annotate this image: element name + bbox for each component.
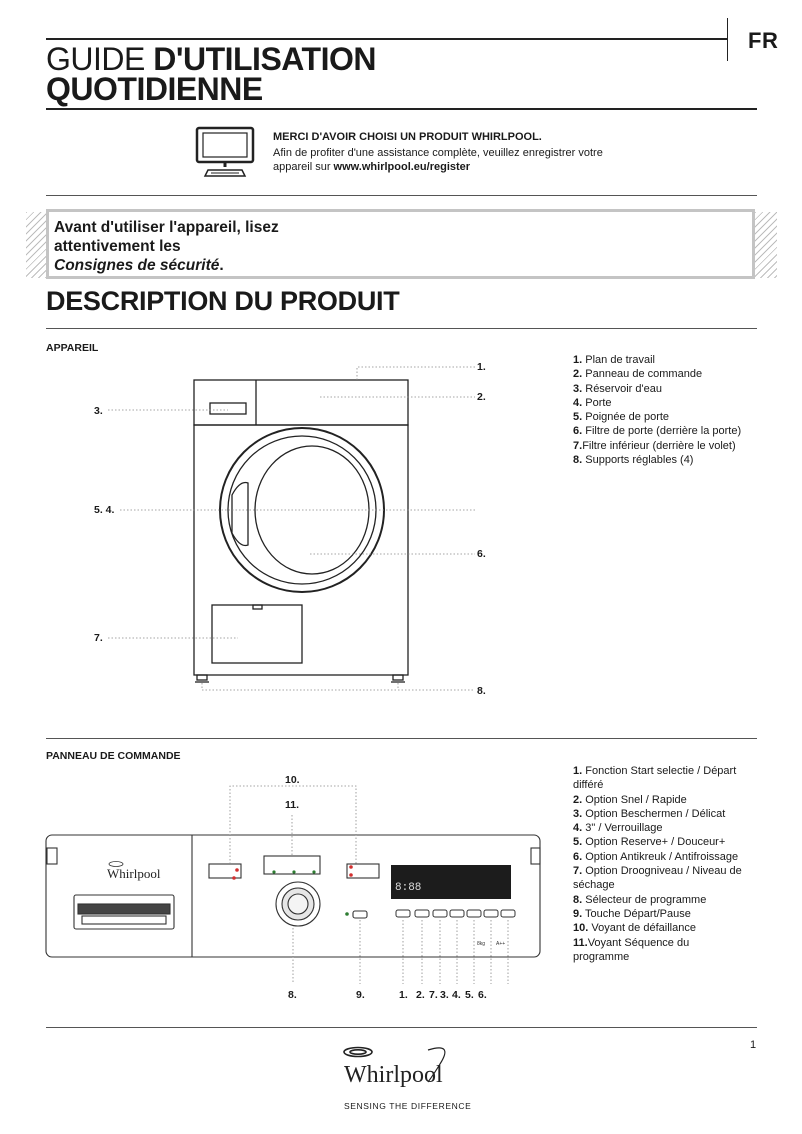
callout-7: 7. bbox=[94, 632, 103, 644]
panel-energy: A++ bbox=[496, 941, 506, 947]
list-item: 7. Option Droogniveau / Niveau de bbox=[573, 865, 742, 878]
panel-brand: Whirlpool bbox=[107, 866, 161, 881]
divider bbox=[46, 738, 757, 739]
footer-rule bbox=[46, 1027, 757, 1028]
list-item-cont: programme bbox=[573, 950, 630, 963]
panel-callout-11: 11. bbox=[285, 799, 300, 811]
panel-callout-4: 4. bbox=[452, 989, 461, 1001]
list-item: 11.Voyant Séquence du bbox=[573, 936, 690, 949]
list-item: 4. 3" / Verrouillage bbox=[573, 822, 663, 835]
callout-6: 6. bbox=[477, 548, 486, 560]
list-item-cont: séchage bbox=[573, 879, 615, 892]
list-item: 3. Option Beschermen / Délicat bbox=[573, 807, 726, 820]
hatch-left bbox=[26, 212, 48, 278]
panel-label: PANNEAU DE COMMANDE bbox=[46, 750, 181, 762]
title-thin: GUIDE bbox=[46, 41, 154, 77]
panel-callout-5: 5. bbox=[465, 989, 474, 1001]
computer-monitor-icon bbox=[194, 126, 256, 178]
appliance-label: APPAREIL bbox=[46, 342, 99, 354]
panel-callout-7: 7. bbox=[429, 989, 438, 1001]
list-item: 2. Option Snel / Rapide bbox=[573, 793, 687, 806]
list-item: 1. Plan de travail bbox=[573, 354, 655, 366]
list-item: 6. Option Antikreuk / Antifroissage bbox=[573, 850, 739, 863]
list-item: 2. Panneau de commande bbox=[573, 368, 703, 381]
safety-line2: attentivement les bbox=[54, 238, 181, 255]
thanks-line1: Afin de profiter d'une assistance complète, veuillez enregistrer votre bbox=[273, 147, 603, 159]
list-item: 8. Supports réglables (4) bbox=[573, 454, 694, 467]
thanks-heading: MERCI D'AVOIR CHOISI UN PRODUIT WHIRLPOOL. bbox=[273, 131, 542, 143]
panel-callout-3: 3. bbox=[440, 989, 449, 1001]
whirlpool-logo bbox=[336, 1044, 468, 1096]
list-item: 5. Option Reserve+ / Douceur+ bbox=[573, 836, 726, 849]
list-item: 6. Filtre de porte (derrière la porte) bbox=[573, 425, 742, 438]
page-title bbox=[46, 41, 376, 107]
dryer-diagram bbox=[60, 355, 500, 705]
water-tank-drawer bbox=[210, 403, 246, 414]
title-line2: QUOTIDIENNE bbox=[46, 71, 263, 107]
callout-3: 3. bbox=[94, 405, 103, 417]
title-bold: D'UTILISATION bbox=[153, 41, 376, 77]
panel-callout-2: 2. bbox=[416, 989, 425, 1001]
list-item: 5. Poignée de porte bbox=[573, 411, 670, 424]
panel-callout-9: 9. bbox=[356, 989, 365, 1001]
language-code: FR bbox=[748, 28, 779, 53]
panel-capacity: 8kg bbox=[477, 941, 486, 947]
tagline: SENSING THE DIFFERENCE bbox=[344, 1101, 472, 1111]
safety-period: . bbox=[219, 257, 224, 274]
callout-2: 2. bbox=[477, 391, 486, 403]
callout-5-4: 5. 4. bbox=[94, 504, 115, 516]
thanks-prefix: appareil sur bbox=[273, 161, 334, 173]
header-divider bbox=[727, 18, 728, 61]
list-item: 4. Porte bbox=[573, 396, 612, 409]
list-item: 3. Réservoir d'eau bbox=[573, 382, 662, 395]
list-item: 7.Filtre inférieur (derrière le volet) bbox=[573, 439, 736, 452]
callout-1: 1. bbox=[477, 361, 486, 373]
list-item: 1. Fonction Start selectie / Départ bbox=[573, 765, 737, 777]
title-rule bbox=[46, 108, 757, 110]
panel-callout-1: 1. bbox=[399, 989, 408, 1001]
safety-line1: Avant d'utiliser l'appareil, lisez bbox=[54, 219, 279, 236]
panel-callout-10: 10. bbox=[285, 774, 300, 786]
control-panel-diagram bbox=[44, 780, 560, 990]
list-item-cont: différé bbox=[573, 779, 604, 792]
footer-brand: Whirlpool bbox=[344, 1062, 443, 1088]
list-item: 9. Touche Départ/Pause bbox=[573, 907, 691, 920]
section-rule bbox=[46, 328, 757, 329]
thanks-line2 bbox=[273, 161, 470, 173]
list-item: 10. Voyant de défaillance bbox=[573, 922, 696, 935]
divider bbox=[46, 195, 757, 196]
list-item: 8. Sélecteur de programme bbox=[573, 893, 707, 906]
safety-notice-text bbox=[54, 218, 279, 275]
page-number: 1 bbox=[750, 1039, 757, 1051]
callout-8: 8. bbox=[477, 685, 486, 697]
panel-controls-list bbox=[573, 764, 763, 964]
section-title: DESCRIPTION DU PRODUIT bbox=[46, 286, 400, 316]
panel-callout-8: 8. bbox=[288, 989, 297, 1001]
safety-link[interactable]: Consignes de sécurité bbox=[54, 257, 220, 274]
register-link[interactable]: www.whirlpool.eu/register bbox=[333, 161, 471, 173]
dryer-body bbox=[194, 425, 408, 675]
top-rule bbox=[46, 38, 727, 40]
panel-callout-6: 6. bbox=[478, 989, 487, 1001]
hatch-right bbox=[755, 212, 777, 278]
display-digits: 8:88 bbox=[395, 882, 422, 894]
appliance-parts-list bbox=[573, 353, 763, 467]
